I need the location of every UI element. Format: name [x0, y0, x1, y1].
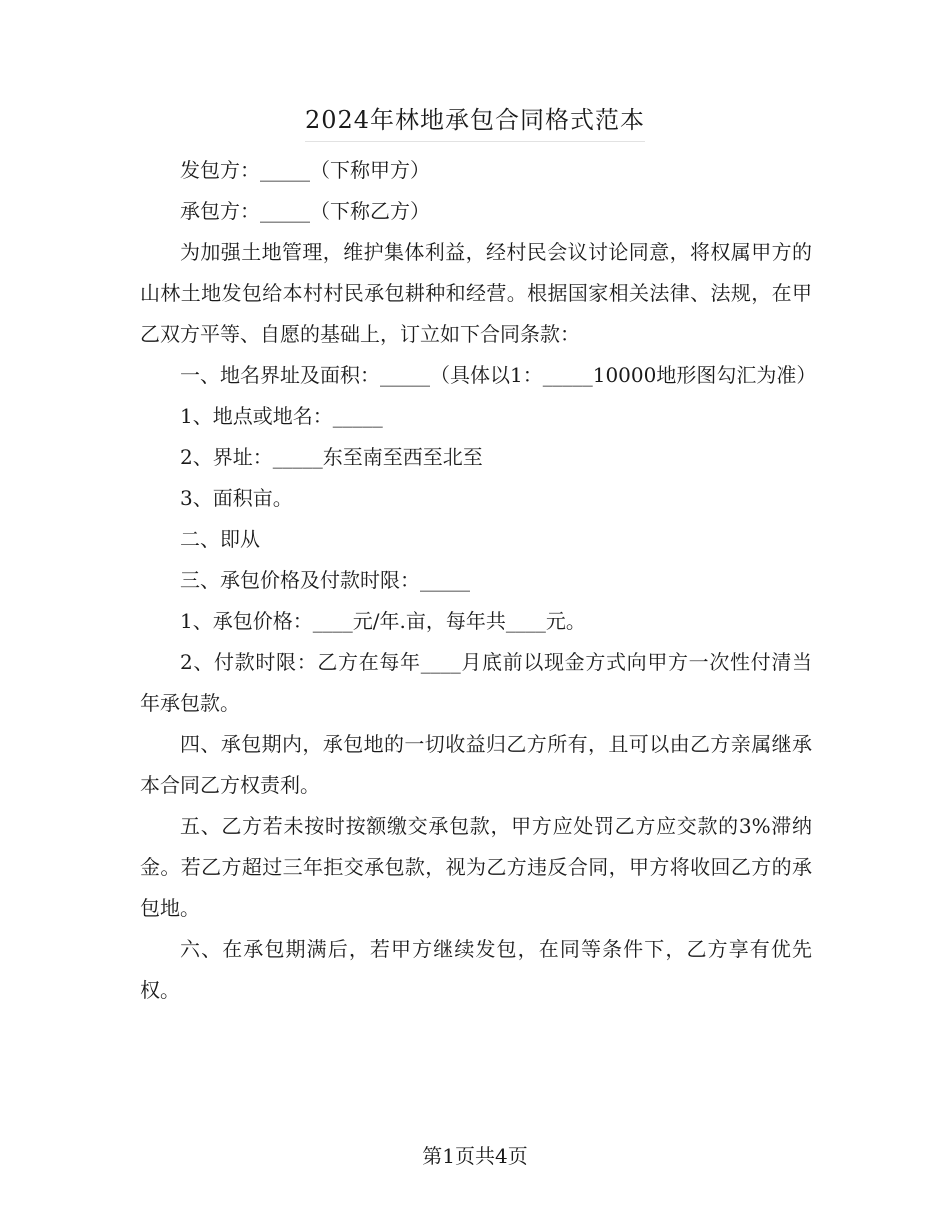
- party-b-line: 承包方：_____（下称乙方）: [180, 199, 430, 223]
- document-body: [140, 150, 817, 1011]
- page-footer: 第1页共4页: [422, 1144, 528, 1168]
- clause-3-item-2: 2、付款时限：乙方在每年____月底前以现金方式向甲方一次性付清当年承包款。: [140, 650, 812, 715]
- clause-1-item-1: 1、地点或地名：_____: [180, 404, 383, 428]
- clause-2: 二、即从: [180, 527, 260, 551]
- clause-6: 六、在承包期满后，若甲方继续发包，在同等条件下，乙方享有优先权。: [140, 937, 812, 1002]
- title-container: [0, 100, 950, 142]
- clause-3-item-1: 1、承包价格：____元/年.亩，每年共____元。: [180, 609, 586, 633]
- document-title: 2024年林地承包合同格式范本: [305, 100, 645, 142]
- clause-1-location-area: 一、地名界址及面积：_____（具体以1：_____10000地形图勾汇为准）: [180, 363, 817, 387]
- clause-5: 五、乙方若未按时按额缴交承包款，甲方应处罚乙方应交款的3%滞纳金。若乙方超过三年拒交承包款，视为乙方违反合同，甲方将收回乙方的承包地。: [140, 814, 812, 920]
- clause-1-item-2: 2、界址：_____东至南至西至北至: [180, 445, 483, 469]
- clause-4: 四、承包期内，承包地的一切收益归乙方所有，且可以由乙方亲属继承本合同乙方权责利。: [140, 732, 812, 797]
- party-a-line: 发包方：_____（下称甲方）: [180, 158, 430, 182]
- preamble-paragraph: 为加强土地管理，维护集体利益，经村民会议讨论同意，将权属甲方的山林土地发包给本村村民承包耕种和经营。根据国家相关法律、法规，在甲乙双方平等、自愿的基础上，订立如下合同条款：: [140, 240, 812, 346]
- clause-1-item-3: 3、面积亩。: [180, 486, 293, 510]
- clause-3-price-payment: 三、承包价格及付款时限：_____: [180, 568, 470, 592]
